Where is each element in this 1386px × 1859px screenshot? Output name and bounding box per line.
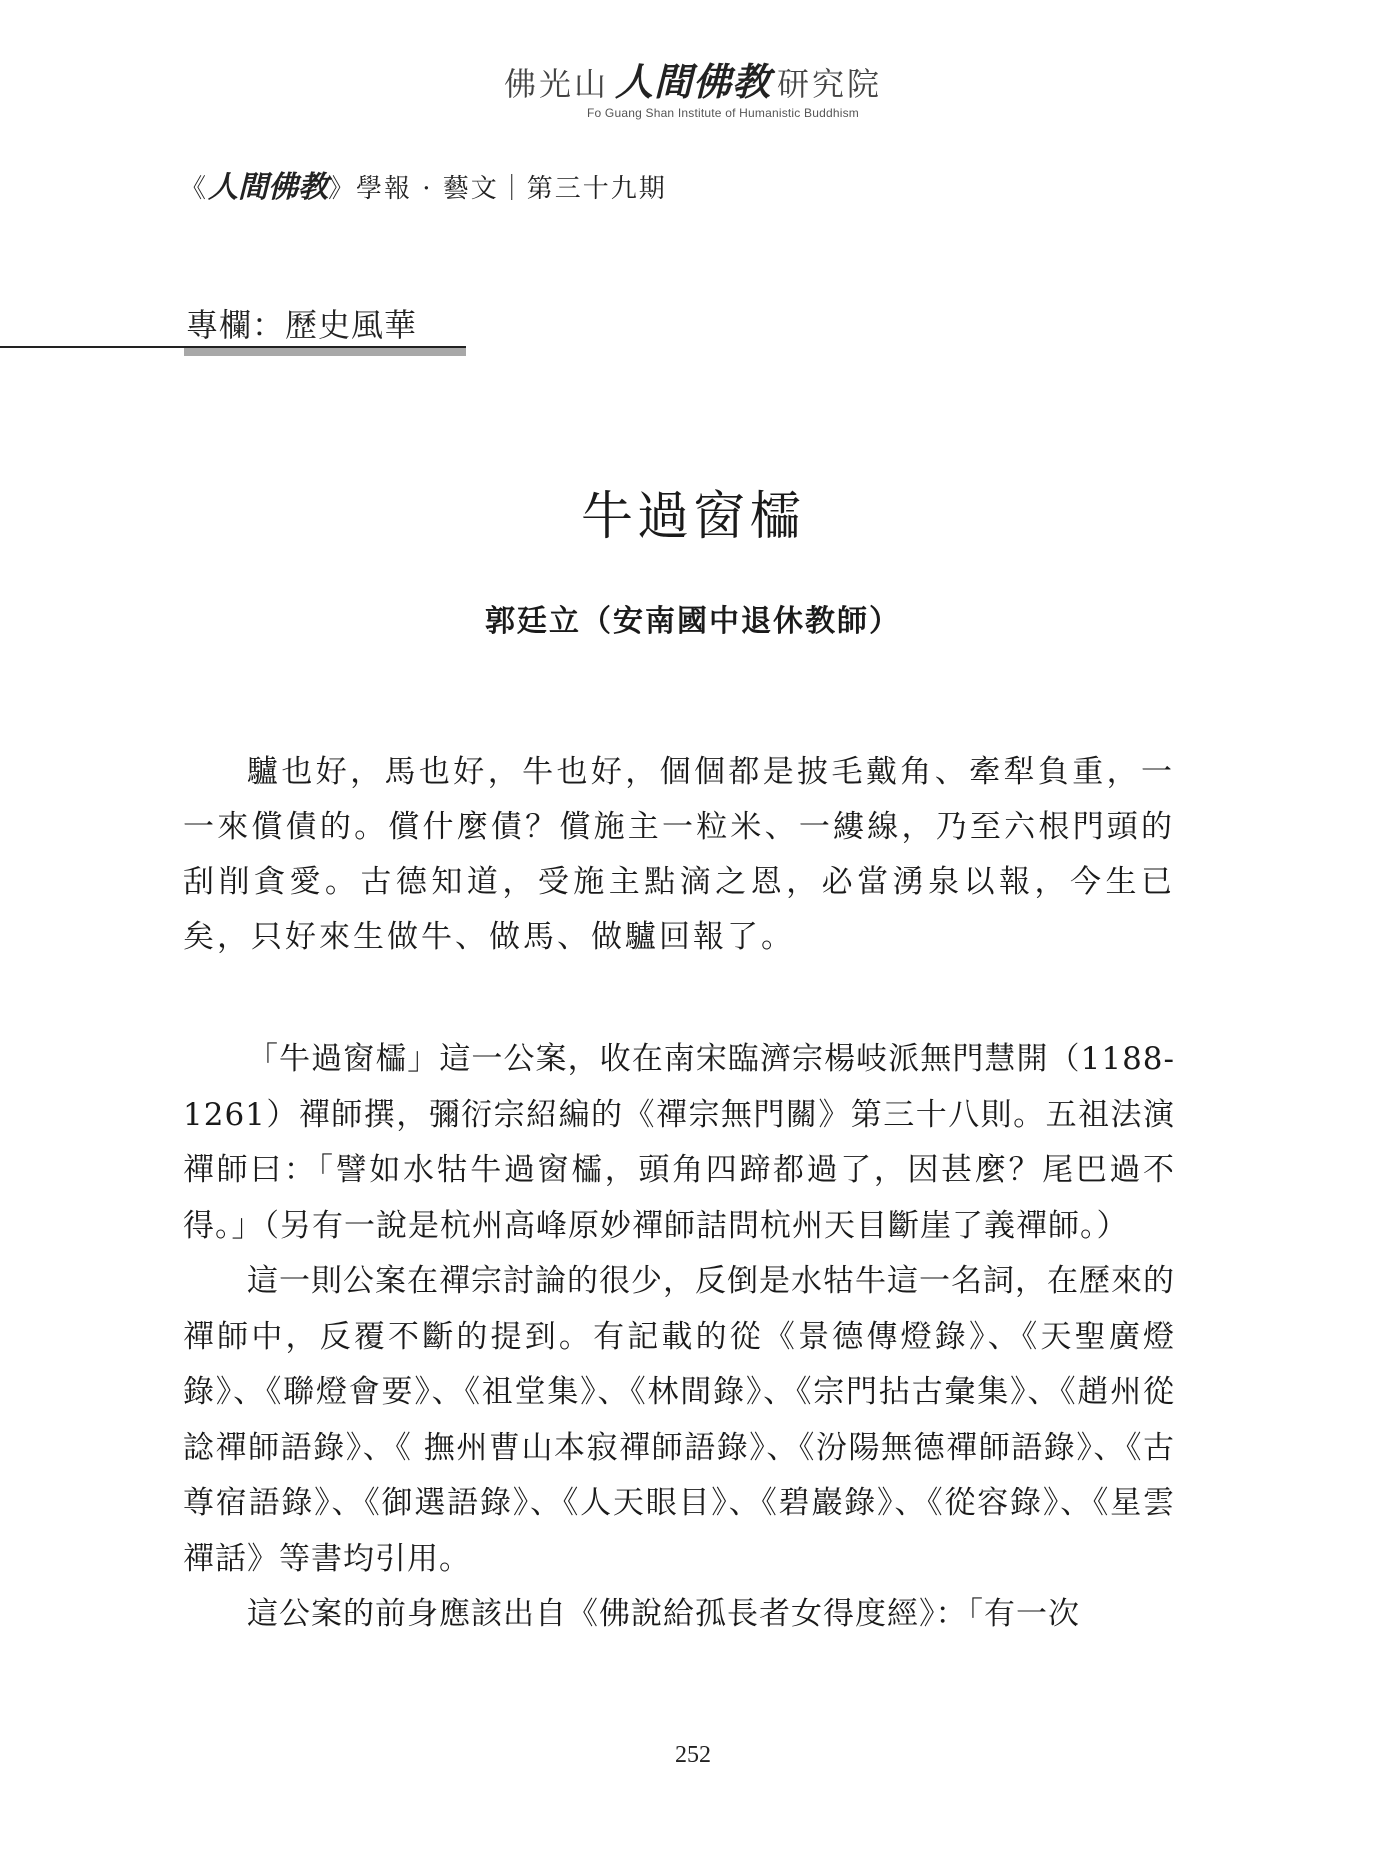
page-number: 252 [675, 1742, 711, 1768]
body-paragraph: 驢也好，馬也好，牛也好，個個都是披毛戴角、牽犁負重，一一來償債的。償什麼債？償施主一粒米、一縷線，乃至六根門頭的刮削貪愛。古德知道，受施主點滴之恩，必當湧泉以報，今生已矣，只好來生做牛、做馬、做驢回報了。 [183, 754, 1175, 955]
institute-english-name: Fo Guang Shan Institute of Humanistic Buddhism [586, 106, 859, 120]
journal-open-bracket: 《 [180, 174, 209, 204]
body-paragraph: 這一則公案在禪宗討論的很少，反倒是水牯牛這一名詞，在歷來的禪師中，反覆不斷的提到。有記載的從《景德傳燈錄》、《天聖廣燈錄》、《聯燈會要》、《祖堂集》、《林間錄》、《宗門拈古彙集》、《趙州從諗禪師語錄》、《 撫州曹山本寂禪師語錄》、《汾陽無德禪師語錄》、《古尊宿語錄》、《御選語錄》、《人天眼目》、《碧巖錄》、《從容錄》、《星雲禪話》等書均引用。 [183, 1263, 1175, 1577]
article-author: 郭廷立（安南國中退休教師） [485, 604, 901, 639]
body-paragraph: 這公案的前身應該出自《佛說給孤長者女得度經》：「有一次 [247, 1596, 1080, 1632]
column-label: 專欄：歷史風華 [186, 306, 418, 344]
journal-running-header [180, 162, 667, 206]
article-body [183, 745, 1175, 1643]
institute-name-left: 佛光山 [503, 65, 609, 103]
institute-header [0, 59, 1386, 120]
column-divider-accent [184, 348, 466, 356]
journal-issue-text: 》學報 · 藝文｜第三十九期 [328, 174, 667, 204]
paragraph-gap [183, 965, 1175, 1032]
journal-brand-logo: 人間佛教 [208, 170, 329, 205]
institute-name-right: 研究院 [777, 65, 883, 103]
institute-name [0, 59, 1386, 104]
body-paragraph: 「牛過窗櫺」這一公案，收在南宋臨濟宗楊岐派無門慧開（1188-1261）禪師撰，彌衍宗紹編的《禪宗無門關》第三十八則。五祖法演禪師曰：「譬如水牯牛過窗櫺，頭角四蹄都過了，因甚麼？尾巴過不得。」（另有一說是杭州高峰原妙禪師詰問杭州天目斷崖了義禪師。） [183, 1041, 1175, 1244]
article-title: 牛過窗櫺 [580, 487, 805, 547]
institute-brand-logo: 人間佛教 [614, 59, 771, 104]
